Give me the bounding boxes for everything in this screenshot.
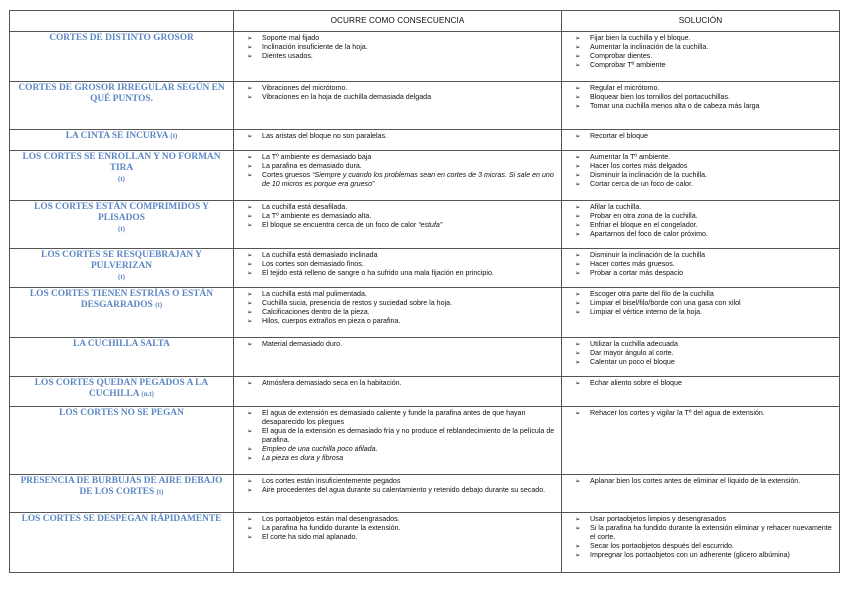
solution-item: ➢ Comprobar Tº ambiente (566, 61, 835, 70)
problem-title: LOS CORTES ESTÁN COMPRIMIDOS Y PLISADOS (34, 202, 209, 223)
problem-title: CORTES DE DISTINTO GROSOR (49, 33, 194, 43)
solution-item: ➢ Dar mayor ángulo al corte. (566, 349, 835, 358)
problem-cell (10, 151, 234, 201)
causes-cell (234, 288, 562, 338)
table-row (10, 513, 840, 573)
cause-item (238, 221, 557, 230)
solution-item: ➢ Hacer cortes más gruesos. (566, 260, 835, 269)
solutions-cell (562, 513, 840, 573)
solution-item: ➢ Echar aliento sobre el bloque (566, 379, 835, 388)
table-row (10, 377, 840, 407)
cause-item: ➢ Las aristas del bloque no son paralelas. (238, 132, 557, 141)
problem-cell (10, 201, 234, 249)
solution-item: ➢ Disminuir la inclinación de la cuchilla. (566, 171, 835, 180)
table-row (10, 82, 840, 130)
table-row (10, 201, 840, 249)
solutions-cell (562, 407, 840, 475)
table-row (10, 32, 840, 82)
problem-cell (10, 475, 234, 513)
causes-cell (234, 130, 562, 151)
table-row (10, 475, 840, 513)
solution-item: ➢ Fijar bien la cuchilla y el bloque. (566, 34, 835, 43)
causes-cell (234, 513, 562, 573)
header-row (10, 11, 840, 32)
causes-cell (234, 475, 562, 513)
problem-cell (10, 32, 234, 82)
cause-text: Cortes gruesos (262, 171, 311, 180)
solution-item: ➢ Limpiar el bisel/filo/borde con una gasa con xilol (566, 299, 835, 308)
cause-item: ➢ La Tº ambiente es demasiado alta. (238, 212, 557, 221)
table-row (10, 288, 840, 338)
solution-item: ➢ Secar los portaobjetos después del escurrido. (566, 542, 835, 551)
problem-title: LOS CORTES QUEDAN PEGADOS A LA CUCHILLA (34, 378, 209, 399)
solution-item: ➢ Hacer los cortes más delgados (566, 162, 835, 171)
problem-title: LOS CORTES SE ENROLLAN Y NO FORMAN TIRA (22, 152, 221, 173)
cause-item: ➢ El tejido está relleno de sangre o ha sufrido una mala fijación en principio. (238, 269, 557, 278)
problem-title: PRESENCIA DE BURBUJAS DE AIRE DEBAJO DE LOS CORTES (20, 476, 223, 497)
problem-cell (10, 513, 234, 573)
solutions-cell (562, 288, 840, 338)
solution-item: ➢ Disminuir la inclinación de la cuchilla (566, 251, 835, 260)
cause-quote: “estufa” (418, 221, 443, 230)
causes-cell (234, 82, 562, 130)
solutions-cell (562, 130, 840, 151)
problem-note: (t) (156, 487, 164, 496)
cause-item: ➢ La cuchilla está desafilada. (238, 203, 557, 212)
table-row (10, 151, 840, 201)
solution-item: ➢ Regular el micrótomo. (566, 84, 835, 93)
solution-item: ➢ Escoger otra parte del filo de la cuchilla (566, 290, 835, 299)
solution-item: ➢ Aplanar bien los cortes antes de eliminar el líquido de la extensión. (566, 477, 835, 486)
solution-item: ➢ Rehacer los cortes y vigilar la Tº del agua de extensión. (566, 409, 835, 418)
cause-item: ➢ Aire procedentes del agua durante su calentamiento y retenido debajo durante su secado. (238, 486, 557, 495)
troubleshooting-table (9, 10, 840, 573)
cause-item: ➢ Dientes usados. (238, 52, 557, 61)
header-consequence: OCURRE COMO CONSECUENCIA (234, 11, 562, 32)
solution-item: ➢ Aumentar la Tº ambiente. (566, 153, 835, 162)
table-row (10, 338, 840, 377)
causes-cell (234, 338, 562, 377)
problem-cell (10, 249, 234, 288)
cause-item: ➢ La parafina ha fundido durante la extensión. (238, 524, 557, 533)
cause-item: ➢ La pieza es dura y fibrosa (238, 454, 557, 463)
problem-cell (10, 130, 234, 151)
cause-item: ➢ Hilos, cuerpos extraños en pieza o parafina. (238, 317, 557, 326)
problem-note: (t) (118, 174, 125, 183)
solution-item: ➢ Comprobar dientes. (566, 52, 835, 61)
causes-cell (234, 407, 562, 475)
solution-item: ➢ Si la parafina ha fundido durante la extensión eliminar y rehacer nuevamente el corte. (566, 524, 835, 542)
cause-item: ➢ Vibraciones del micrótomo. (238, 84, 557, 93)
solution-item: ➢ Limpiar el vértice interno de la hoja. (566, 308, 835, 317)
problem-title: LOS CORTES TIENEN ESTRÍAS O ESTÁN DESGARRADOS (29, 289, 214, 310)
solutions-cell (562, 377, 840, 407)
problem-title: LOS CORTES SE DESPEGAN RÁPIDAMENTE (21, 514, 222, 524)
cause-item: ➢ Los portaobjetos están mal desengrasados. (238, 515, 557, 524)
solution-item: ➢ Bloquear bien los tornillos del portacuchillas. (566, 93, 835, 102)
problem-note: (n.t) (141, 389, 154, 398)
problem-title: CORTES DE GROSOR IRREGULAR SEGÚN EN QUÉ PUNTOS. (18, 83, 225, 104)
problem-title: LA CINTA SE INCURVA (65, 131, 168, 141)
causes-cell (234, 201, 562, 249)
cause-item: ➢ El agua de la extensión es demasiado fría y no produce el reblandecimiento de la película de parafina. (238, 427, 557, 445)
solution-item: ➢ Cortar cerca de un foco de calor. (566, 180, 835, 189)
solutions-cell (562, 475, 840, 513)
cause-item: ➢ El corte ha sido mal aplanado. (238, 533, 557, 542)
cause-item: ➢ Cuchilla sucia, presencia de restos y suciedad sobre la hoja. (238, 299, 557, 308)
cause-item: ➢ Calcificaciones dentro de la pieza. (238, 308, 557, 317)
cause-item: ➢ Soporte mal fijado (238, 34, 557, 43)
causes-cell (234, 151, 562, 201)
cause-item: ➢ La parafina es demasiado dura. (238, 162, 557, 171)
solution-item: ➢ Apartarnos del foco de calor próximo. (566, 230, 835, 239)
solutions-cell (562, 32, 840, 82)
header-solution: SOLUCIÓN (562, 11, 840, 32)
table-row (10, 407, 840, 475)
cause-item: ➢ Atmósfera demasiado seca en la habitación. (238, 379, 557, 388)
cause-item: ➢ Los cortes están insuficientemente pegados (238, 477, 557, 486)
cause-item: ➢ Los cortes son demasiado finos. (238, 260, 557, 269)
problem-title: LA CUCHILLA SALTA (73, 339, 170, 349)
cause-item: ➢ El agua de extensión es demasiado caliente y funde la parafina antes de que hayan desaparecido los pliegues (238, 409, 557, 427)
cause-item (238, 171, 557, 189)
problem-cell (10, 338, 234, 377)
solution-item: ➢ Aumentar la inclinación de la cuchilla. (566, 43, 835, 52)
problem-note: (t) (155, 300, 163, 309)
solution-item: ➢ Afilar la cuchilla. (566, 203, 835, 212)
solution-item: ➢ Impregnar los portaobjetos con un adherente (glicero albúmina) (566, 551, 835, 560)
causes-cell (234, 32, 562, 82)
solution-item: ➢ Tomar una cuchilla menos alta o de cabeza más larga (566, 102, 835, 111)
solutions-cell (562, 201, 840, 249)
solutions-cell (562, 338, 840, 377)
solution-item: ➢ Recortar el bloque (566, 132, 835, 141)
cause-item: ➢ La Tº ambiente es demasiado baja (238, 153, 557, 162)
problem-note: (t) (118, 224, 125, 233)
table-row (10, 249, 840, 288)
cause-item: ➢ Empleo de una cuchilla poco afilada. (238, 445, 557, 454)
solution-item: ➢ Utilizar la cuchilla adecuada (566, 340, 835, 349)
problem-note: (t) (118, 272, 125, 281)
problem-title: LOS CORTES SE RESQUEBRAJAN Y PULVERIZAN (41, 250, 202, 271)
cause-item: ➢ Inclinación insuficiente de la hoja. (238, 43, 557, 52)
cause-item: ➢ Material demasiado duro. (238, 340, 557, 349)
problem-note: (t) (170, 132, 178, 140)
solution-item: ➢ Calentar un poco el bloque (566, 358, 835, 367)
problem-cell (10, 377, 234, 407)
cause-item: ➢ La cuchilla está mal pulimentada. (238, 290, 557, 299)
problem-cell (10, 288, 234, 338)
cause-quote: “Siempre y cuando los problemas sean en cortes de 3 micras. Si sale en uno de 10 micros es porque era grueso” (262, 171, 554, 189)
solutions-cell (562, 249, 840, 288)
solution-item: ➢ Usar portaobjetos limpios y desengrasados (566, 515, 835, 524)
cause-text: El bloque se encuentra cerca de un foco de calor (262, 221, 417, 230)
header-problem (10, 11, 234, 32)
problem-title: LOS CORTES NO SE PEGAN (59, 408, 184, 418)
solution-item: ➢ Probar en otra zona de la cuchilla. (566, 212, 835, 221)
problem-cell (10, 407, 234, 475)
causes-cell (234, 249, 562, 288)
causes-cell (234, 377, 562, 407)
solutions-cell (562, 151, 840, 201)
solution-item: ➢ Probar a cortar más despacio (566, 269, 835, 278)
cause-item: ➢ Vibraciones en la hoja de cuchilla demasiada delgada (238, 93, 557, 102)
cause-item: ➢ La cuchilla está demasiado inclinada (238, 251, 557, 260)
table-row (10, 130, 840, 151)
solution-item: ➢ Enfriar el bloque en el congelador. (566, 221, 835, 230)
solutions-cell (562, 82, 840, 130)
problem-cell (10, 82, 234, 130)
